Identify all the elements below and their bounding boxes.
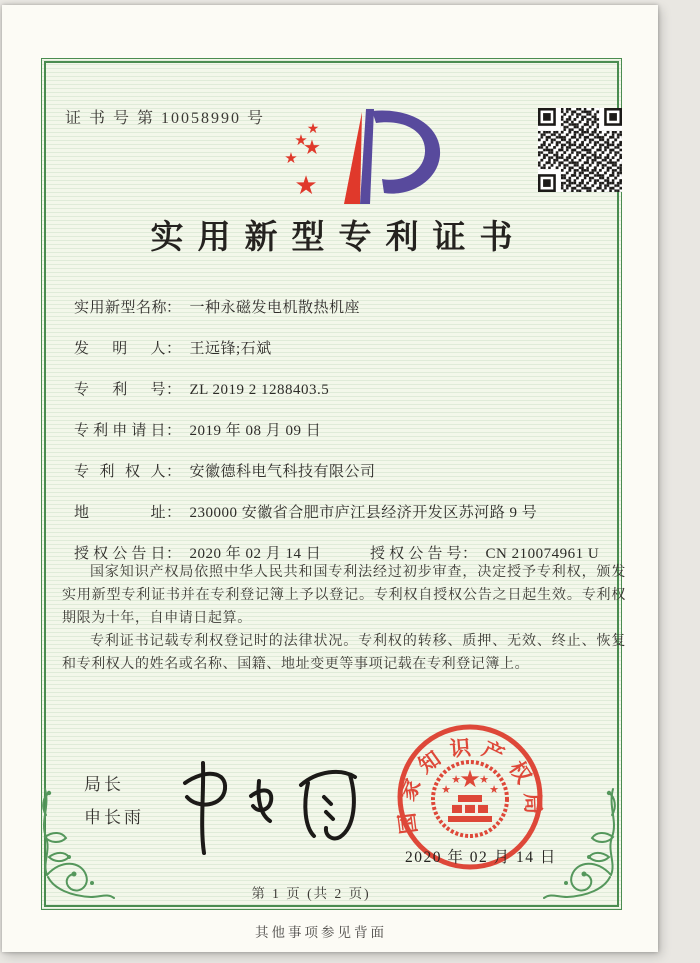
field-label: 发明人 xyxy=(74,341,166,357)
field-filing-date: 专利申请日： 2019 年 08 月 09 日 xyxy=(74,419,614,443)
field-value: CN 210074961 U xyxy=(485,546,600,562)
field-address: 地址： 230000 安徽省合肥市庐江县经济开发区苏河路 9 号 xyxy=(74,501,614,525)
footer-note: 其他事项参见背面 xyxy=(255,925,387,940)
field-label: 专利权人 xyxy=(74,464,166,480)
svg-text:★: ★ xyxy=(451,773,461,786)
star-icons xyxy=(284,121,321,201)
svg-text:★: ★ xyxy=(306,121,320,137)
field-utility-model-name: 实用新型名称： 一种永磁发电机散热机座 xyxy=(74,296,614,320)
field-label: 实用新型名称 xyxy=(74,300,168,316)
svg-text:★: ★ xyxy=(459,765,481,793)
certificate-number: 证 书 号 第 10058990 号 xyxy=(65,110,266,127)
field-inventor: 发明人： 王远锋;石斌 xyxy=(74,337,614,361)
legal-paragraph: 国家知识产权局依照中华人民共和国专利法经过初步审查，决定授予专利权，颁发实用新型专利证书并在专利登记簿上予以登记。专利权自授权公告之日起生效。专利权期限为十年，自申请日起算。 xyxy=(62,565,626,626)
commissioner-name: 申长雨 xyxy=(84,808,144,827)
field-label: 地址 xyxy=(74,505,166,521)
field-label: 专利申请日 xyxy=(74,423,166,439)
field-grant-date: 授权公告日： 2020 年 02 月 14 日 授权公告号： CN 210074961 U xyxy=(74,542,614,566)
field-value: 王远锋;石斌 xyxy=(189,341,272,357)
field-label: 授权公告号 xyxy=(370,546,462,562)
svg-text:★: ★ xyxy=(441,783,451,796)
certificate-fields xyxy=(74,296,614,583)
field-grant-number: 授权公告号： CN 210074961 U xyxy=(370,542,599,566)
field-value: 2020 年 02 月 14 日 xyxy=(189,546,322,562)
national-emblem-icon xyxy=(433,762,507,836)
field-value: 230000 安徽省合肥市庐江县经济开发区苏河路 9 号 xyxy=(189,505,538,521)
field-value: 一种永磁发电机散热机座 xyxy=(189,300,361,316)
cnipa-patent-logo-icon xyxy=(282,104,442,216)
qr-code xyxy=(538,108,622,192)
seal-date: 2020 年 02 月 14 日 xyxy=(405,849,557,866)
commissioner-title: 局长 xyxy=(84,775,124,794)
signature-block xyxy=(84,768,144,834)
certificate-title: 实用新型专利证书 xyxy=(150,220,527,256)
svg-text:★: ★ xyxy=(294,131,308,149)
svg-text:★: ★ xyxy=(489,783,499,796)
field-label: 授权公告日 xyxy=(74,546,166,562)
field-label: 专利号 xyxy=(74,382,166,398)
certificate-paper xyxy=(2,5,658,952)
page-number: 第 1 页 (共 2 页) xyxy=(251,886,371,901)
legal-paragraph: 专利证书记载专利权登记时的法律状况。专利权的转移、质押、无效、终止、恢复和专利权人的姓名或名称、国籍、地址变更等事项记载在专利登记簿上。 xyxy=(62,634,626,672)
svg-text:★: ★ xyxy=(479,773,489,786)
field-patent-number: 专利号： ZL 2019 2 1288403.5 xyxy=(74,378,614,402)
seal-text: 国家知识产权局 xyxy=(393,734,546,836)
field-value: 2019 年 08 月 09 日 xyxy=(189,423,322,439)
svg-text:★: ★ xyxy=(303,135,321,159)
svg-text:★: ★ xyxy=(294,171,318,201)
field-patentee: 专利权人： 安徽德科电气科技有限公司 xyxy=(74,460,614,484)
legal-statement xyxy=(62,561,626,676)
field-value: ZL 2019 2 1288403.5 xyxy=(189,382,330,398)
handwritten-signature xyxy=(167,741,367,859)
field-value: 安徽德科电气科技有限公司 xyxy=(189,464,376,480)
svg-text:★: ★ xyxy=(284,149,298,167)
